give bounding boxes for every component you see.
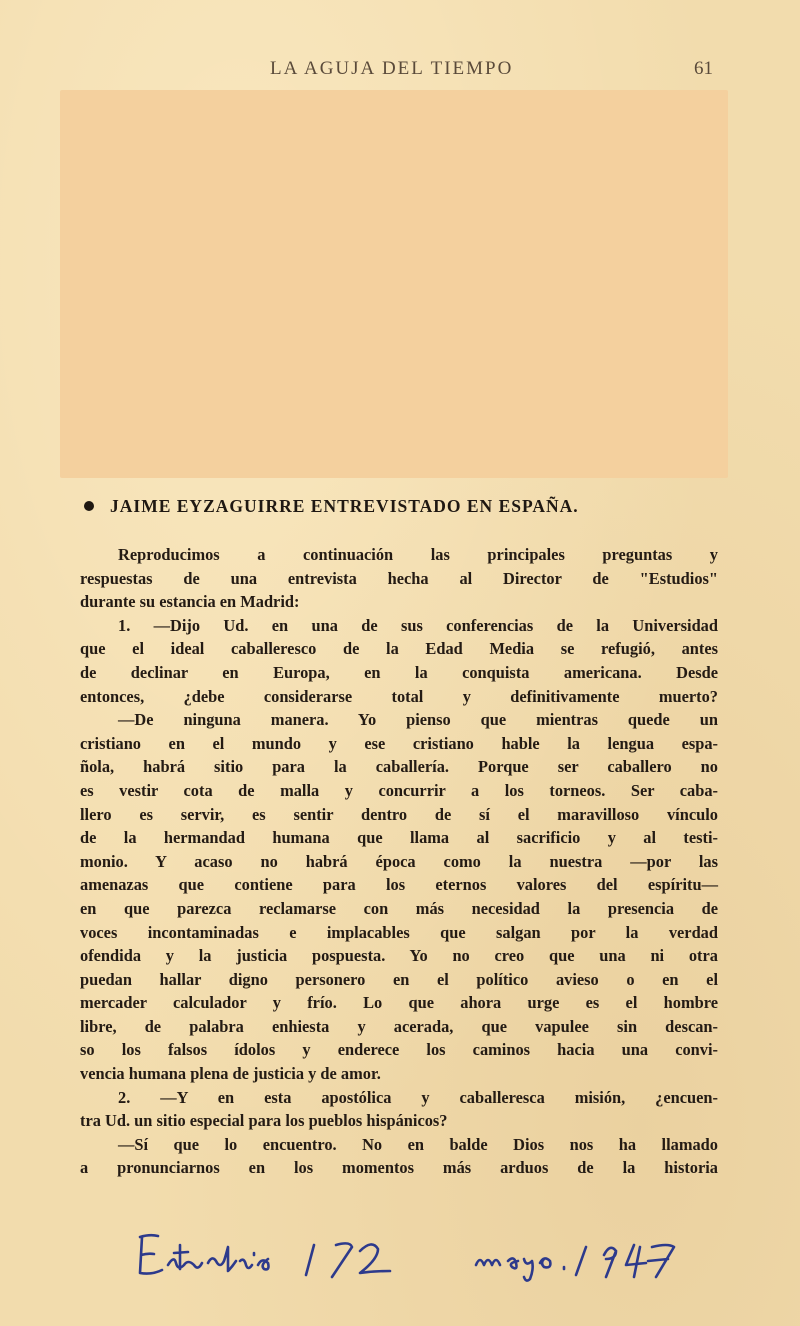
text-line: mercader calculador y frío. Lo que ahora urge es el hombre [80,993,718,1013]
text-line: Reproducimos a continuación las principales preguntas y [118,545,718,564]
text-line: so los falsos ídolos y enderece los caminos hacia una convi- [80,1040,718,1060]
text-line: es vestir cota de malla y concurrir a los torneos. Ser caba- [80,780,718,800]
running-title: LA AGUJA DEL TIEMPO [270,58,514,79]
text-line: ñola, habrá sitio para la caballería. Porque ser caballero no [80,757,718,777]
page-number: 61 [694,58,713,79]
section-heading-text: JAIME EYZAGUIRRE ENTREVISTADO EN ESPAÑA. [110,496,579,516]
text-line: durante su estancia en Madrid: [80,592,300,612]
text-line: monio. Y acaso no habrá época como la nuestra —por las [80,851,718,871]
text-line: cristiano en el mundo y ese cristiano hable la lengua espa- [80,733,718,753]
article-body [80,543,718,1180]
bullet-icon [84,501,94,511]
text-line: puedan hallar digno personero en el político avieso o en el [80,969,718,989]
text-line: tra Ud. un sitio especial para los pueblos hispánicos? [80,1111,448,1131]
text-line: entonces, ¿debe considerarse total y definitivamente muerto? [80,686,718,706]
blank-figure-area [60,90,728,478]
text-line: vencia humana plena de justicia y de amor. [80,1064,381,1084]
text-line: en que parezca reclamarse con más necesidad la presencia de [80,898,718,918]
text-line: —De ninguna manera. Yo pienso que mientras quede un [118,710,718,730]
text-line: respuestas de una entrevista hecha al Director de "Estudios" [80,568,718,588]
section-heading [84,496,579,517]
text-line: de la hermandad humana que llama al sacrificio y al testi- [80,828,718,848]
text-line: de declinar en Europa, en la conquista americana. Desde [80,662,718,682]
text-line: que el ideal caballeresco de la Edad Media se refugió, antes [80,639,718,659]
handwritten-annotation [128,1225,688,1285]
text-line: 1. —Dijo Ud. en una de sus conferencias de la Universidad [118,615,718,635]
text-line: a pronunciarnos en los momentos más arduos de la historia [80,1158,718,1178]
text-line: 2. —Y en esta apostólica y caballeresca misión, ¿encuen- [118,1087,718,1107]
text-line: ofendida y la justicia pospuesta. Yo no creo que una ni otra [80,946,718,966]
text-line: libre, de palabra enhiesta y acerada, que vapulee sin descan- [80,1016,718,1036]
text-line: voces incontaminadas e implacables que salgan por la verdad [80,922,718,942]
text-line: —Sí que lo encuentro. No en balde Dios nos ha llamado [118,1134,718,1154]
text-line: llero es servir, es sentir dentro de sí el maravilloso vínculo [80,804,718,824]
text-line: amenazas que contiene para los eternos valores del espíritu— [80,875,718,895]
